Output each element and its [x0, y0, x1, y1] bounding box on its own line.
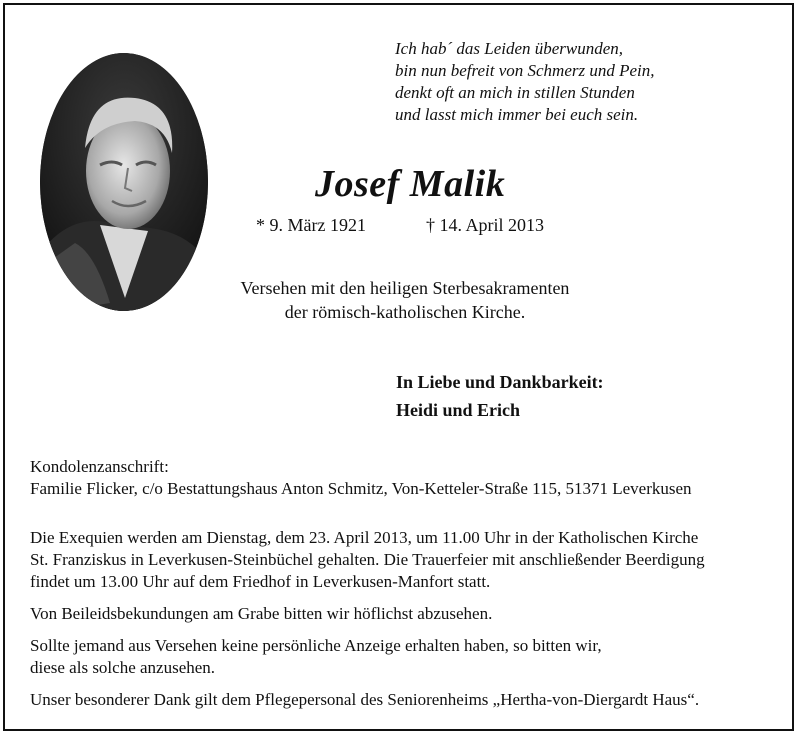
poem-line: denkt oft an mich in stillen Stunden: [395, 83, 635, 102]
poem-line: bin nun befreit von Schmerz und Pein,: [395, 61, 655, 80]
thanks-paragraph: [30, 689, 705, 711]
text-line: Die Exequien werden am Dienstag, dem 23. April 2013, um 11.00 Uhr in der Katholischen Kirche: [30, 528, 699, 547]
text-line: Von Beileidsbekundungen am Grabe bitten wir höflichst abzusehen.: [30, 604, 493, 623]
condolence-address: [30, 456, 692, 500]
condolence-address-line: Familie Flicker, c/o Bestattungshaus Anton Schmitz, Von-Ketteler-Straße 115, 51371 Leverkusen: [30, 479, 692, 498]
condolences-note: [30, 603, 705, 625]
memorial-poem: [395, 38, 655, 126]
text-line: findet um 13.00 Uhr auf dem Friedhof in Leverkusen-Manfort statt.: [30, 572, 491, 591]
deceased-name: Josef Malik: [315, 163, 506, 205]
funeral-details: [30, 527, 705, 721]
mourners-block: [396, 368, 604, 424]
funeral-paragraph: [30, 527, 705, 593]
sacrament-statement: [200, 276, 610, 324]
death-date: † 14. April 2013: [426, 215, 545, 235]
notice-paragraph: [30, 635, 705, 679]
birth-date: * 9. März 1921: [256, 215, 366, 235]
poem-line: und lasst mich immer bei euch sein.: [395, 105, 639, 124]
mourners-heading: In Liebe und Dankbarkeit:: [396, 372, 604, 392]
poem-line: Ich hab´ das Leiden überwunden,: [395, 39, 624, 58]
portrait-photo: [40, 53, 208, 311]
text-line: Sollte jemand aus Versehen keine persönliche Anzeige erhalten haben, so bitten wir,: [30, 636, 602, 655]
mourners-names: Heidi und Erich: [396, 400, 521, 420]
text-line: Unser besonderer Dank gilt dem Pflegepersonal des Seniorenheims „Hertha-von-Diergardt Haus“.: [30, 690, 700, 709]
sacrament-line: der römisch-katholischen Kirche.: [284, 302, 526, 322]
text-line: St. Franziskus in Leverkusen-Steinbüchel gehalten. Die Trauerfeier mit anschließender Beerdigung: [30, 550, 705, 569]
sacrament-line: Versehen mit den heiligen Sterbesakramenten: [240, 278, 570, 298]
text-line: diese als solche anzusehen.: [30, 658, 216, 677]
condolence-label: Kondolenzanschrift:: [30, 457, 169, 476]
